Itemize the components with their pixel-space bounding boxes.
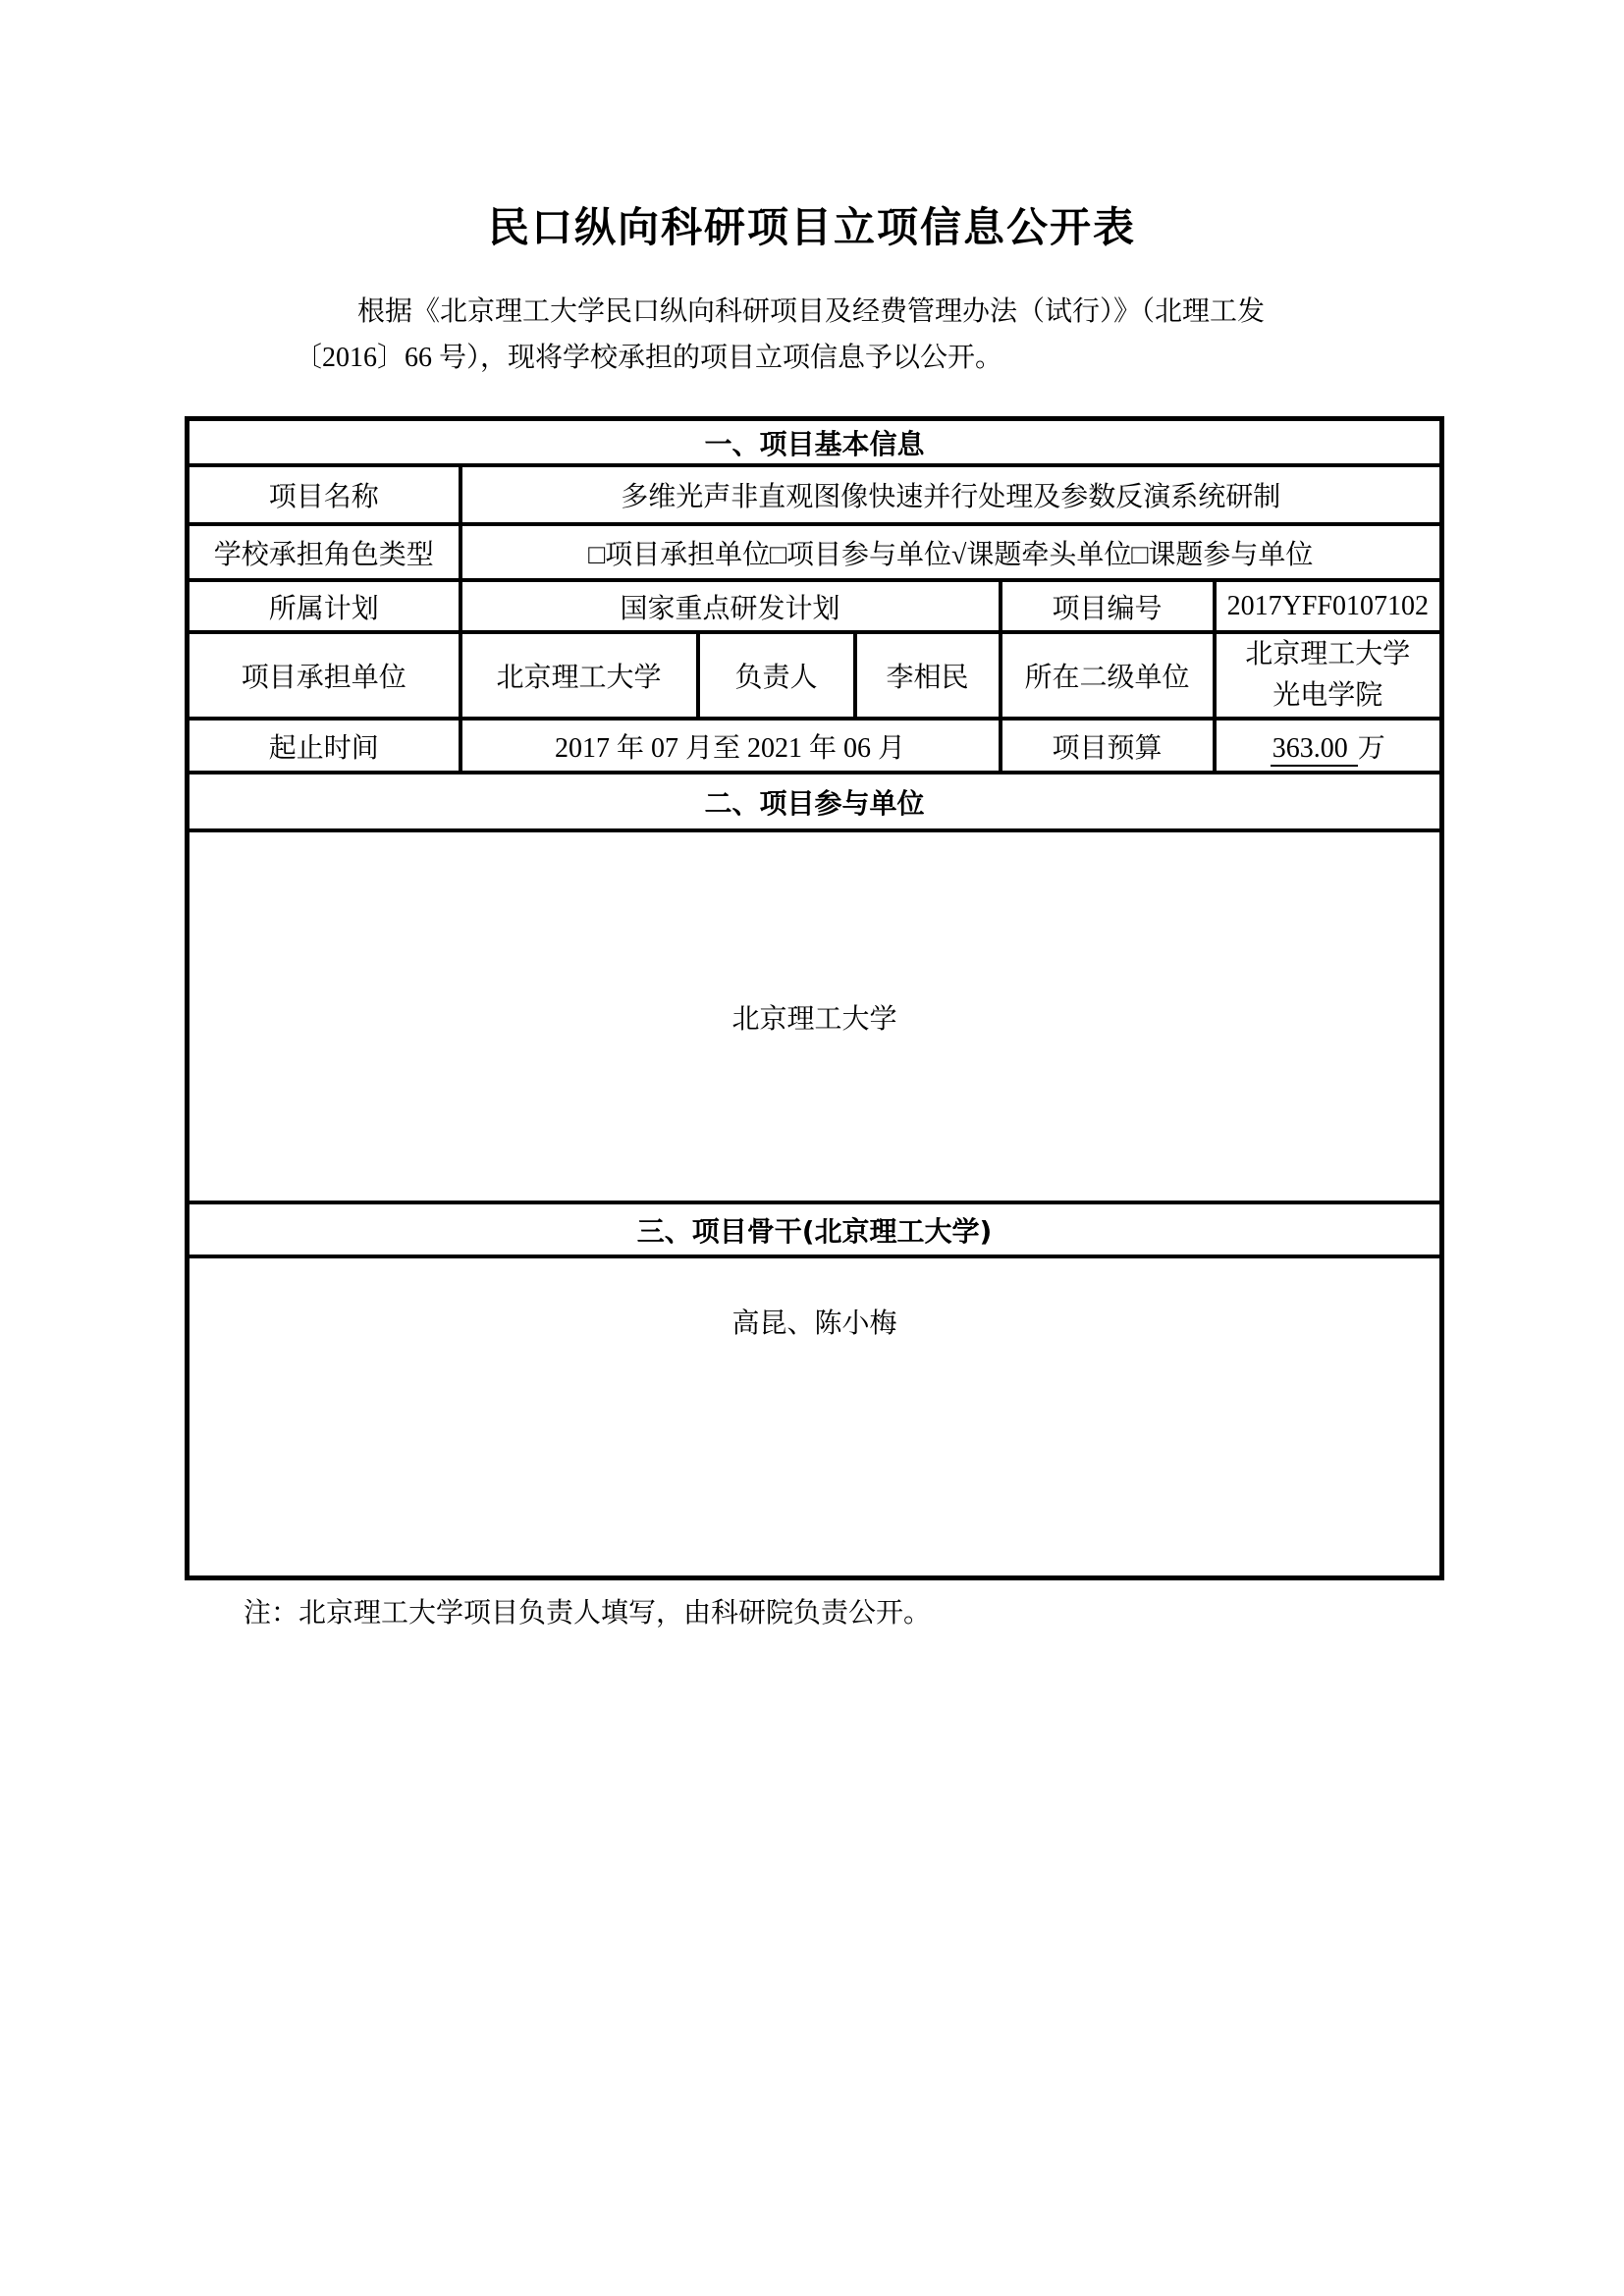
duration-value: 2017 年 07 月至 2021 年 06 月 [460, 719, 1001, 773]
table-row [188, 1202, 1442, 1256]
table-row [188, 632, 1442, 719]
duration-label: 起止时间 [188, 719, 460, 773]
project-name-value: 多维光声非直观图像快速并行处理及参数反演系统研制 [460, 465, 1442, 524]
intro-line-1: 根据《北京理工大学民口纵向科研项目及经费管理办法（试行）》（北理工发 [357, 296, 1266, 327]
table-row [188, 524, 1442, 580]
project-backbone-value: 高昆、陈小梅 [188, 1256, 1442, 1578]
footnote: 注：北京理工大学项目负责人填写，由科研院负责公开。 [244, 1598, 932, 1629]
document-title: 民口纵向科研项目立项信息公开表 [487, 203, 1136, 251]
table-row [188, 419, 1442, 466]
secondary-unit-value-line2: 光电学院 [1272, 680, 1383, 711]
project-info-table [185, 416, 1444, 1580]
undertaker-label: 项目承担单位 [188, 632, 460, 719]
secondary-unit-value-line1: 北京理工大学 [1245, 639, 1411, 669]
table-row [188, 1256, 1442, 1578]
leader-value: 李相民 [855, 632, 1001, 719]
undertaker-value: 北京理工大学 [460, 632, 698, 719]
project-no-value: 2017YFF0107102 [1215, 580, 1442, 632]
section1-header: 一、项目基本信息 [188, 419, 1442, 466]
role-type-checkbox-value: □项目承担单位□项目参与单位√课题牵头单位□课题参与单位 [460, 524, 1442, 580]
plan-value: 国家重点研发计划 [460, 580, 1001, 632]
plan-label: 所属计划 [188, 580, 460, 632]
project-name-label: 项目名称 [188, 465, 460, 524]
section2-header: 二、项目参与单位 [188, 773, 1442, 830]
secondary-unit-label: 所在二级单位 [1001, 632, 1215, 719]
leader-label: 负责人 [698, 632, 855, 719]
project-no-label: 项目编号 [1001, 580, 1215, 632]
section3-header: 三、项目骨干(北京理工大学) [188, 1202, 1442, 1256]
table-row [188, 830, 1442, 1202]
table-row [188, 719, 1442, 773]
table-row [188, 465, 1442, 524]
intro-line-2: 〔2016〕66 号），现将学校承担的项目立项信息予以公开。 [295, 343, 1003, 373]
secondary-unit-value [1215, 632, 1442, 719]
budget-value [1215, 719, 1442, 773]
budget-label: 项目预算 [1001, 719, 1215, 773]
participant-units-value: 北京理工大学 [188, 830, 1442, 1202]
table-row [188, 773, 1442, 830]
budget-unit: 万 [1357, 732, 1385, 764]
role-type-label: 学校承担角色类型 [188, 524, 460, 580]
table-row [188, 580, 1442, 632]
intro-paragraph [295, 289, 1369, 381]
budget-amount: 363.00 [1271, 733, 1358, 767]
